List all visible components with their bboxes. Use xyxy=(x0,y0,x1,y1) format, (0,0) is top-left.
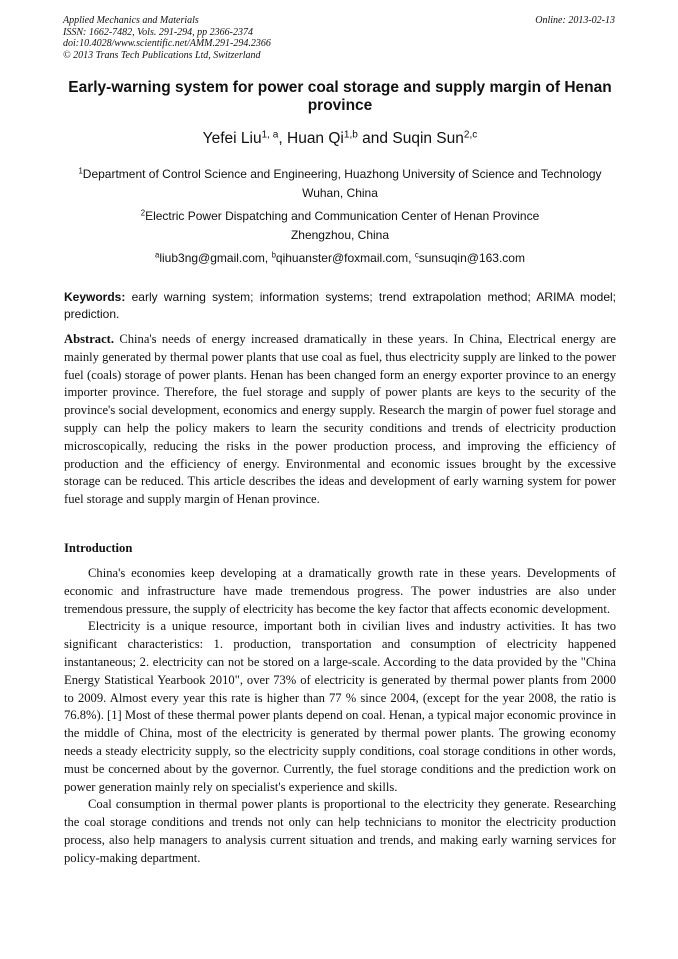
affiliation-1 xyxy=(64,165,616,203)
keywords-label: Keywords: xyxy=(64,290,126,304)
affiliation-2 xyxy=(64,207,616,245)
email-link[interactable]: liub3ng@gmail.com, xyxy=(159,251,272,265)
abstract-text: China's needs of energy increased dramatically in these years. In China, Electrical energy are mainly generated by thermal power plants that use coal as fuel, thus electricity supply are linked to the power fuel (coals) storage of power plants. Henan has been changed form an energy exporter province to an energy importer province. Therefore, the fuel storage and supply of power plants are keys to the security of the province's social development, economics and energy supply. Research the margin of power fuel storage and supply can help the policy makers to learn the security conditions and trends of electricity production microscopically, reducing the risks in the power production process, and improving the efficiency of production and the efficiency of energy. Environmental and economic issues brought by the excessive storage can be reduced. This article describes the ideas and development of early warning system for power fuel storage and supply margin of Henan province. xyxy=(64,332,616,507)
affiliation-location: Zhengzhou, China xyxy=(290,228,390,242)
introduction-body xyxy=(64,565,616,868)
email-link[interactable]: qihuanster@foxmail.com, xyxy=(275,251,415,265)
email-link[interactable]: sunsuqin@163.com xyxy=(418,251,525,265)
author-superscript: 1,b xyxy=(343,129,358,141)
affiliation-superscript: 1 xyxy=(78,166,83,176)
journal-name: Applied Mechanics and Materials xyxy=(63,15,199,26)
abstract-section xyxy=(64,331,616,509)
author-name: Suqin Sun xyxy=(392,130,464,147)
affiliation-line: Department of Control Science and Engineering, Huazhong University of Science and Technology xyxy=(82,167,602,181)
author-superscript: 2,c xyxy=(463,129,478,141)
paragraph: China's economies keep developing at a dramatically growth rate in these years. Developments of economic and infrastructure have made tremendous progress. The power industries are also under tremendous pressure, the supply of electricity has become the key factor that affects economic development. xyxy=(64,566,616,616)
online-date: Online: 2013-02-13 xyxy=(535,15,615,26)
affiliation-location: Wuhan, China xyxy=(302,186,378,200)
section-heading-introduction: Introduction xyxy=(64,541,133,555)
author-emails xyxy=(64,250,616,266)
keywords-section xyxy=(64,289,616,323)
author-separator: and xyxy=(357,130,393,147)
email-superscript: a xyxy=(155,250,160,260)
abstract-label: Abstract. xyxy=(64,332,115,346)
email-superscript: b xyxy=(271,250,276,260)
paragraph: Coal consumption in thermal power plants is proportional to the electricity they generate. Researching the coal storage conditions and trends not only can help technicians to monitor the electricity production process, also help managers to analysis current situation and trends, and making early warning services for policy-making department. xyxy=(64,797,616,865)
author-list xyxy=(64,129,616,149)
affiliation-superscript: 2 xyxy=(140,208,146,218)
paper-title: Early-warning system for power coal storage and supply margin of Henan province xyxy=(68,79,612,114)
copyright-line: © 2013 Trans Tech Publications Ltd, Switzerland xyxy=(63,49,261,61)
keywords-text: early warning system; information systems; trend extrapolation method; ARIMA model; prediction. xyxy=(64,290,616,321)
issn-line: ISSN: 1662-7482, Vols. 291-294, pp 2366-2374 xyxy=(63,26,253,38)
author-separator: , xyxy=(278,130,287,147)
affiliation-line: Electric Power Dispatching and Communication Center of Henan Province xyxy=(145,209,540,223)
journal-header xyxy=(63,15,615,61)
author-name: Yefei Liu xyxy=(202,130,262,147)
author-superscript: 1, a xyxy=(261,129,279,141)
paragraph: Electricity is a unique resource, important both in civilian lives and industry activities. It has two significant characteristics: 1. production, transportation and consumption of electricity happened instantaneous; 2. electricity can not be stored on a large-scale. According to the data provided by the "China Energy Statistical Yearbook 2010", over 73% of electricity is generated by thermal power plants from 2000 to 2009. Almost every year this rate is higher than 77 % since 2004, (except for the year 2008, the ratio is 76.8%). [1] Most of these thermal power plants depend on coal. Henan, a typical major economic province in the middle of China, most of the electricity is generated by thermal power plants. The growing economy needs a steady electricity supply, so the electricity supply conditions, coal storage conditions in other words, must be concerned about by the governor. Currently, the fuel storage conditions and the prediction work on power generation mainly rely on specialist's experience and skills. xyxy=(64,619,616,794)
email-superscript: c xyxy=(414,250,419,260)
author-name: Huan Qi xyxy=(287,130,344,147)
doi-line[interactable]: doi:10.4028/www.scientific.net/AMM.291-294.2366 xyxy=(63,38,271,49)
